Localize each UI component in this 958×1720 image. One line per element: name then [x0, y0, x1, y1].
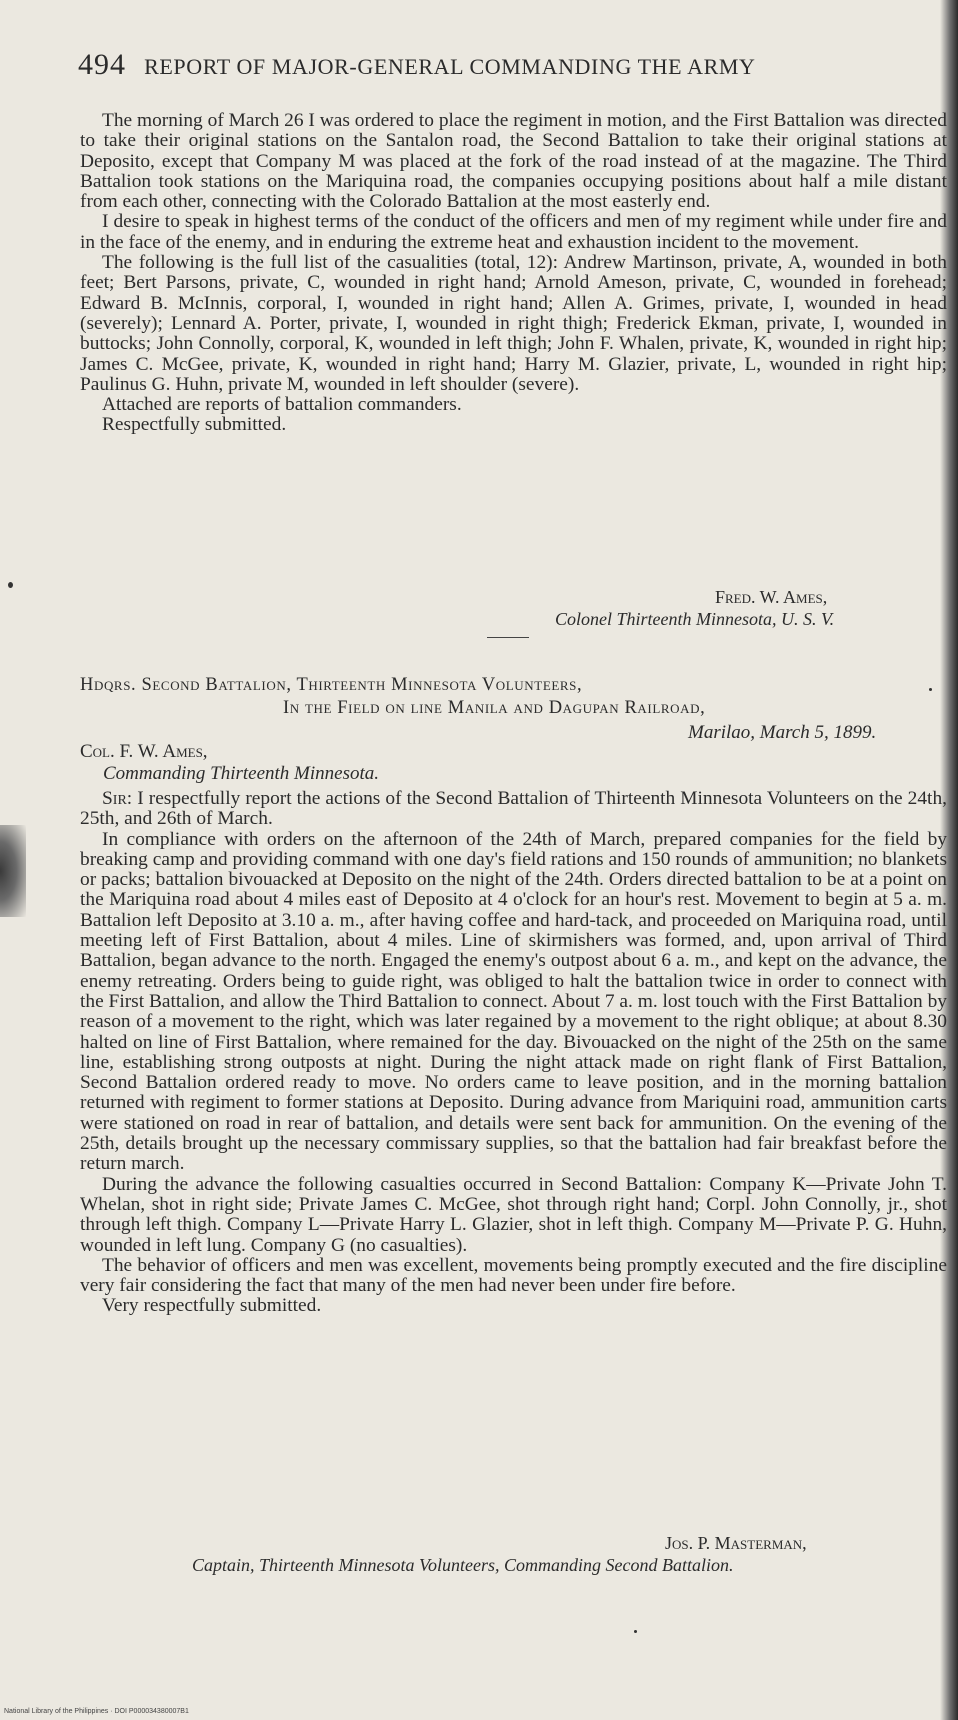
- report2-paragraph-text: I respectfully report the actions of the Second Battalion of Thirteenth Minnesota Volunteers on the 24th, 25th, and 26th of March.: [80, 788, 947, 830]
- report2-signature-name: Jos. P. Masterman,: [665, 1533, 807, 1553]
- report1-body: [80, 111, 947, 436]
- ink-speck: [634, 1630, 637, 1633]
- report1-paragraph: I desire to speak in highest terms of the conduct of the officers and men of my regiment while under fire and in the face of the enemy, and in enduring the extreme heat and exhaustion incident to the movement.: [80, 211, 947, 253]
- report1-paragraph: The morning of March 26 I was ordered to place the regiment in motion, and the First Battalion was directed to take their original stations on the Santalon road, the Second Battalion to take their original stations at Deposito, except that Company M was placed at the fork of the road instead of at the magazine. The Third Battalion took stations on the Mariquina road, the companies occupying positions about half a mile distant from each other, connecting with the Colorado Battalion at the most easterly end.: [80, 110, 947, 213]
- page-number: 494: [78, 48, 126, 81]
- archive-source-note: National Library of the Philippines · DOI P000034380007B1: [4, 1708, 189, 1715]
- section-divider: [487, 637, 529, 638]
- report2-addressee-title: Commanding Thirteenth Minnesota.: [103, 763, 380, 784]
- report2-paragraph: In compliance with orders on the afternoon of the 24th of March, prepared companies for the field by breaking camp and providing command with one day's field rations and 150 rounds of ammunition; no blankets or packs; battalion bivouacked at Deposito on the night of the 24th. Orders directed battalion to be at a point on the Mariquina road about 4 miles east of Deposito at 4 o'clock for an hour's rest. Movement to begin at 5 a. m. Battalion left Deposito at 3.10 a. m., after having coffee and hard-tack, and proceeded on Mariquina road, until meeting left of First Battalion, about 4 miles. Line of skirmishers was formed, and, upon arrival of Third Battalion, began advance to the north. Engaged the enemy's outpost about 6 a. m., and kept on the advance, the enemy retreating. Orders being to guide right, was obliged to halt the battalion twice in order to connect with the First Battalion, and allow the Third Battalion to connect. About 7 a. m. lost touch with the First Battalion by reason of a movement to the right, which was later regained by a movement to the right oblique; at about 8.30 halted on line of First Battalion, where remained for the day. Bivouacked on the night of the 25th on the same line, establishing strong outposts at night. During the night attack made on right flank of First Battalion, Second Battalion ordered ready to move. No orders came to leave position, and in the morning battalion returned with regiment to former stations at Deposito. During advance from Mariquini road, ammunition carts were stationed on road in rear of battalion, and details were sent back for ammunition. On the evening of the 25th, details brought up the necessary commissary supplies, so that the battalion had fair breakfast before the return march.: [80, 828, 947, 1175]
- ink-speck: [929, 688, 932, 691]
- ink-speck: [8, 582, 13, 588]
- running-header: [78, 48, 878, 82]
- report2-body: [80, 789, 947, 1317]
- report1-paragraph: Respectfully submitted.: [102, 414, 287, 436]
- report2-heading-line1: Hdqrs. Second Battalion, Thirteenth Minnesota Volunteers,: [80, 675, 583, 695]
- report2-addressee-name: Col. F. W. Ames,: [80, 741, 208, 762]
- salutation: Sir:: [102, 788, 133, 809]
- report2-paragraph: Very respectfully submitted.: [102, 1295, 322, 1317]
- report2-paragraph: The behavior of officers and men was excellent, movements being promptly executed and the fire discipline very fair considering the fact that many of the men had never been under fire before.: [80, 1254, 947, 1297]
- running-title: REPORT OF MAJOR-GENERAL COMMANDING THE ARMY: [144, 54, 756, 79]
- report1-paragraph: The following is the full list of the casualities (total, 12): Andrew Martinson, private, A, wounded in both feet; Bert Parsons, private, C, wounded in right hand; Arnold Ameson, private, C, wounded in forehead; Edward B. McInnis, corporal, I, wounded in right hand; Allen A. Grimes, private, I, wounded in head (severely); Lennard A. Porter, private, I, wounded in right thigh; Frederick Ekman, private, I, wounded in buttocks; John Connolly, corporal, K, wounded in left thigh; John F. Whalen, private, K, wounded in right hip; James C. McGee, private, K, wounded in right hand; Harry M. Glazier, private, L, wounded in right hip; Paulinus G. Huhn, private M, wounded in left shoulder (severe).: [80, 252, 947, 395]
- report2-paragraph: [80, 789, 947, 830]
- report2-signature-title: Captain, Thirteenth Minnesota Volunteers, Commanding Second Battalion.: [192, 1555, 734, 1575]
- binding-shadow: [0, 825, 26, 917]
- report1-signature-name: Fred. W. Ames,: [715, 587, 828, 607]
- report1-paragraph: Attached are reports of battalion commanders.: [102, 394, 462, 416]
- report2-heading-line2: In the Field on line Manila and Dagupan Railroad,: [283, 698, 706, 718]
- report1-signature-title: Colonel Thirteenth Minnesota, U. S. V.: [555, 609, 835, 629]
- report2-paragraph: During the advance the following casualties occurred in Second Battalion: Company K—Private John T. Whelan, shot in right side; Private James C. McGee, shot through right hand; Corpl. John Connolly, jr., shot through left thigh. Company L—Private Harry L. Glazier, shot in left thigh. Company M—Private P. G. Huhn, wounded in left lung. Company G (no casualties).: [80, 1173, 947, 1256]
- report2-dateline: Marilao, March 5, 1899.: [688, 722, 877, 743]
